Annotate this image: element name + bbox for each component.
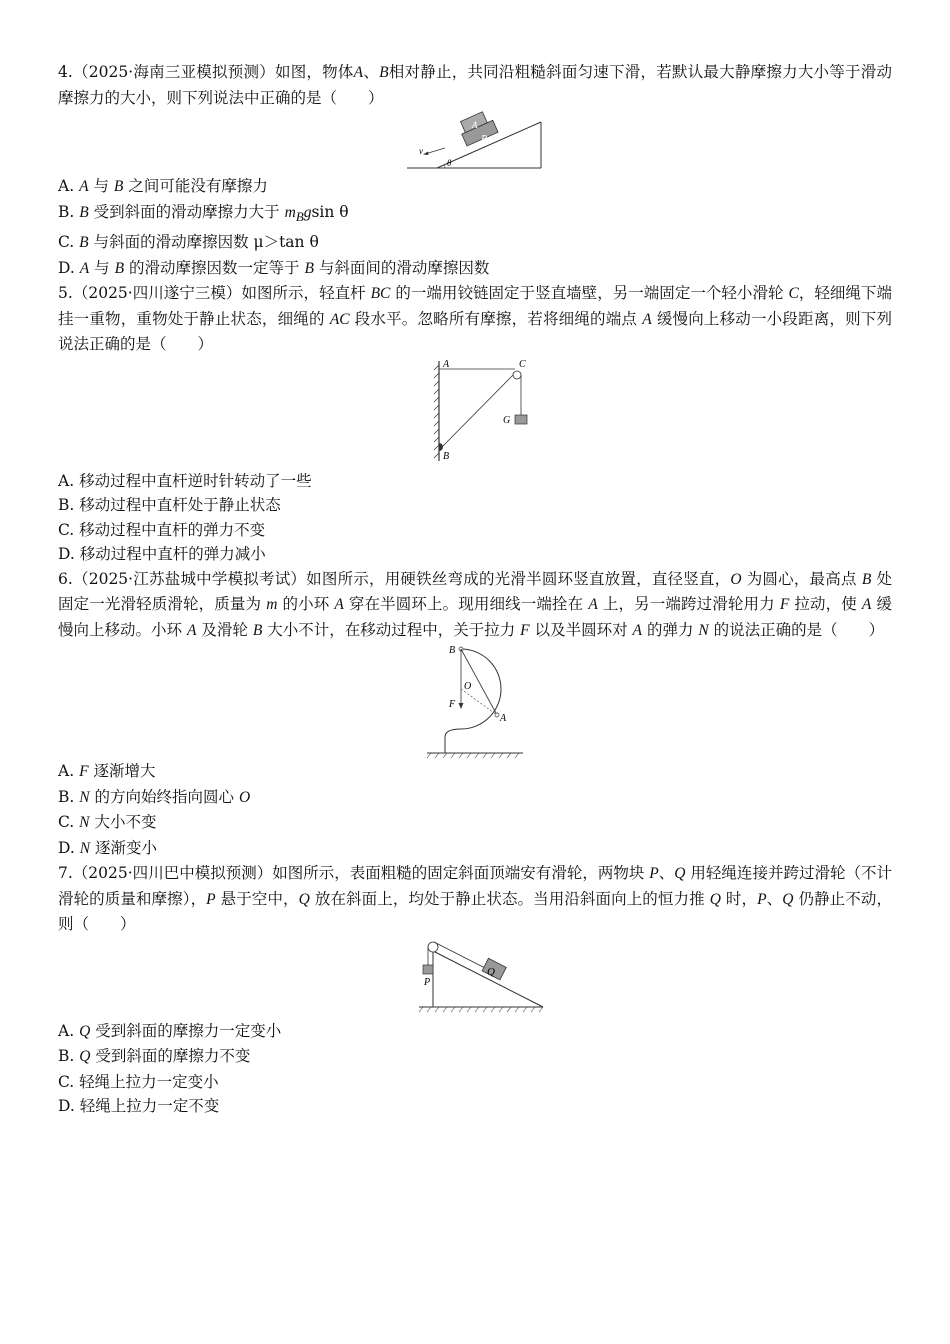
block-p-label: P (424, 976, 431, 988)
question-5-stem: 5.（2025·四川遂宁三模）如图所示，轻直杆 BC 的一端用铰链固定于竖直墙壁，另一端固定一个轻小滑轮 C，轻细绳下端挂一重物，重物处于静止状态，细绳的 AC 段水平。忽略所有摩擦，若将细绳的端点 A 缓慢向上移动一小段距离，则下列说法正确的是（ ） (58, 284, 892, 354)
incline-blocks-figure (405, 110, 545, 174)
option-7a[interactable]: A. Q 受到斜面的摩擦力一定变小 (58, 1021, 282, 1040)
point-b-label: B (449, 645, 456, 657)
option-6a[interactable]: A. F 逐渐增大 (58, 762, 156, 781)
option-5d[interactable]: D. 移动过程中直杆的弹力减小 (58, 545, 266, 564)
option-7b[interactable]: B. Q 受到斜面的摩擦力不变 (58, 1047, 251, 1066)
option-6d[interactable]: D. N 逐渐变小 (58, 838, 158, 857)
option-6b[interactable]: B. N 的方向始终指向圆心 O (58, 787, 251, 806)
option-7d[interactable]: D. 轻绳上拉力一定不变 (58, 1097, 220, 1116)
option-4d[interactable]: D. A 与 B 的滑动摩擦因数一定等于 B 与斜面间的滑动摩擦因数 (58, 258, 490, 277)
block-q-label: Q (487, 965, 495, 978)
point-c-label: C (519, 358, 526, 370)
weight-g-label: G (503, 414, 511, 426)
option-5c[interactable]: C. 移动过程中直杆的弹力不变 (58, 520, 266, 539)
center-o-label: O (464, 681, 472, 693)
option-5b[interactable]: B. 移动过程中直杆处于静止状态 (58, 496, 281, 515)
rod-pulley-figure (415, 357, 535, 469)
angle-label: θ (447, 158, 452, 168)
option-6c[interactable]: C. N 大小不变 (58, 813, 157, 832)
incline-pulley-figure (403, 937, 547, 1019)
option-4b[interactable]: B. B 受到斜面的滑动摩擦力大于 $m_Bgsin$ θ (58, 202, 349, 224)
question-6-stem: 6.（2025·江苏盐城中学模拟考试）如图所示，用硬铁丝弯成的光滑半圆环竖直放置，直径竖直，O 为圆心，最高点 B 处固定一光滑轻质滑轮，质量为 m 的小环 A 穿在半圆环上。现用细线一端拴在 A 上，另一端跨过滑轮用力 F 拉动，使 A 缓慢向上移动。小环 A 及滑轮 B 大小不计，在移动过程中，关于拉力 F 以及半圆环对 A 的弹力 N 的说法正确的是（ ） (58, 569, 892, 639)
point-a-label: A (443, 358, 450, 370)
ring-a-label: A (500, 713, 507, 725)
option-4c[interactable]: C. B 与斜面的滑动摩擦因数 μ＞tan θ (58, 233, 319, 252)
option-4a[interactable]: A. A 与 B 之间可能没有摩擦力 (58, 177, 268, 195)
velocity-label: v (419, 146, 423, 156)
semicircle-ring-figure (425, 643, 525, 759)
option-5a[interactable]: A. 移动过程中直杆逆时针转动了一些 (58, 471, 312, 490)
point-b-label: B (443, 450, 450, 462)
question-7-stem: 7.（2025·四川巴中模拟预测）如图所示，表面粗糙的固定斜面顶端安有滑轮，两物块 P、Q 用轻绳连接并跨过滑轮（不计滑轮的质量和摩擦），P 悬于空中，Q 放在斜面上，均处于静止状态。当用沿斜面向上的恒力推 Q 时，P、Q 仍静止不动，则（ ） (58, 864, 892, 934)
option-7c[interactable]: C. 轻绳上拉力一定变小 (58, 1072, 219, 1091)
worksheet (58, 60, 892, 1119)
block-a-label: A (472, 120, 478, 130)
question-4-stem: 4.（2025·海南三亚模拟预测）如图，物体A、B相对静止，共同沿粗糙斜面匀速下滑，若默认最大静摩擦力大小等于滑动摩擦力的大小，则下列说法中正确的是（ ） (58, 63, 892, 107)
block-b-label: B (481, 134, 488, 145)
force-f-label: F (449, 699, 456, 711)
